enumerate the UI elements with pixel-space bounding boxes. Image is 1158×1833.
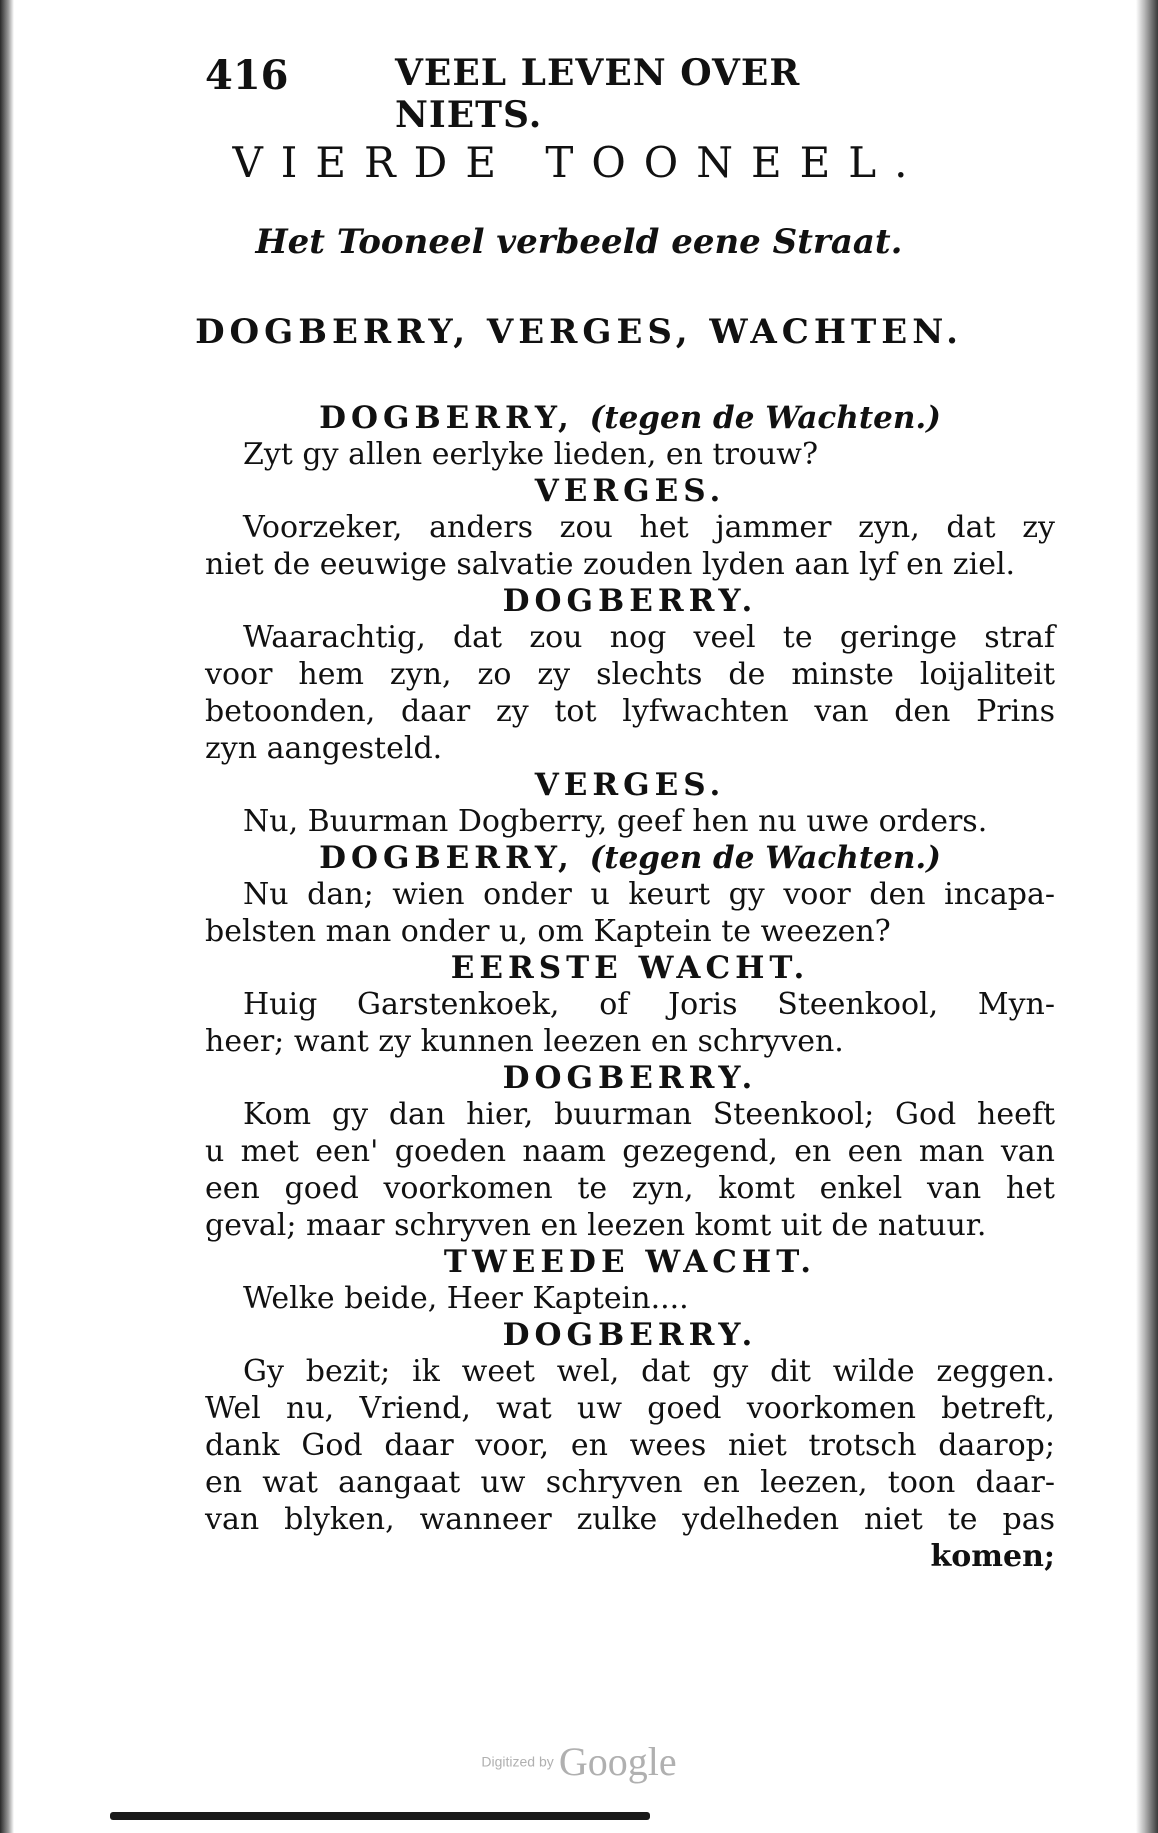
text-line: Wel nu, Vriend, wat uw goed voorkomen betreft, — [205, 1391, 1055, 1426]
speaker-name — [205, 767, 1055, 803]
text-line: een goed voorkomen te zyn, komt enkel van het — [205, 1171, 1055, 1206]
page-number: 416 — [205, 52, 289, 99]
running-title: VEEL LEVEN OVER NIETS. — [395, 52, 801, 136]
page-edge-right — [1136, 0, 1158, 1833]
speaker-name — [205, 840, 1055, 876]
page-edge-left — [0, 0, 14, 1833]
speaker-name — [205, 583, 1055, 619]
speaker-label: DOGBERRY, — [319, 400, 574, 436]
text-line: Huig Garstenkoek, of Joris Steenkool, Myn- — [243, 987, 1055, 1022]
speaker-name — [205, 950, 1055, 986]
scene-setting: Het Tooneel verbeeld eene Straat. — [255, 222, 903, 262]
watermark-small: Digitized by — [481, 1753, 554, 1770]
text-line: Zyt gy allen eerlyke lieden, en trouw? — [243, 437, 819, 472]
text-line: u met een' goeden naam gezegend, en een man van — [205, 1134, 1055, 1169]
speaker-name — [205, 1244, 1055, 1280]
stage-direction: (tegen de Wachten.) — [589, 400, 941, 436]
text-line: niet de eeuwige salvatie zouden lyden aan lyf en ziel. — [205, 547, 1016, 582]
text-line: Welke beide, Heer Kaptein.... — [243, 1281, 689, 1316]
text-line: belsten man onder u, om Kaptein te weezen? — [205, 914, 891, 949]
text-line: Nu dan; wien onder u keurt gy voor den incapa- — [243, 877, 1055, 912]
dialogue-body — [205, 400, 1055, 1575]
text-line: betoonden, daar zy tot lyfwachten van den Prins — [205, 694, 1055, 729]
text-line: heer; want zy kunnen leezen en schryven. — [205, 1024, 844, 1059]
text-line: Waarachtig, dat zou nog veel te geringe straf — [243, 620, 1055, 655]
text-line: en wat aangaat uw schryven en leezen, toon daar- — [205, 1465, 1055, 1500]
text-line: zyn aangesteld. — [205, 731, 443, 766]
speaker-label: VERGES. — [534, 767, 726, 803]
running-head — [205, 52, 925, 136]
stage-direction: (tegen de Wachten.) — [589, 840, 941, 876]
page-edge-bottom — [110, 1812, 650, 1820]
dramatis-personae: DOGBERRY, VERGES, WACHTEN. — [195, 312, 963, 352]
speaker-label: DOGBERRY, — [319, 840, 574, 876]
text-line: Voorzeker, anders zou het jammer zyn, dat zy — [243, 510, 1055, 545]
speaker-name — [205, 1317, 1055, 1353]
speaker-label: DOGBERRY. — [502, 1317, 758, 1353]
speaker-name — [205, 400, 1055, 436]
speaker-label: DOGBERRY. — [502, 583, 758, 619]
speaker-name — [205, 1060, 1055, 1096]
speaker-name — [205, 473, 1055, 509]
speaker-label: EERSTE WACHT. — [450, 950, 810, 986]
watermark-google: Google — [558, 1739, 677, 1784]
text-line: voor hem zyn, zo zy slechts de minste loijaliteit — [205, 657, 1055, 692]
speaker-label: VERGES. — [534, 473, 726, 509]
text-line: geval; maar schryven en leezen komt uit de natuur. — [205, 1208, 987, 1243]
text-line: dank God daar voor, en wees niet trotsch daarop; — [205, 1428, 1055, 1463]
speaker-label: DOGBERRY. — [502, 1060, 758, 1096]
digitized-watermark — [0, 1738, 1158, 1785]
text-line: Kom gy dan hier, buurman Steenkool; God heeft — [243, 1097, 1055, 1132]
catchword: komen; — [930, 1539, 1055, 1574]
speaker-label: TWEEDE WACHT. — [443, 1244, 817, 1280]
text-line: Nu, Buurman Dogberry, geef hen nu uwe orders. — [243, 804, 988, 839]
text-line: van blyken, wanneer zulke ydelheden niet te pas — [205, 1502, 1055, 1537]
text-line: Gy bezit; ik weet wel, dat gy dit wilde zeggen. — [243, 1354, 1055, 1389]
scene-title: VIERDE TOONEEL. — [232, 138, 926, 187]
